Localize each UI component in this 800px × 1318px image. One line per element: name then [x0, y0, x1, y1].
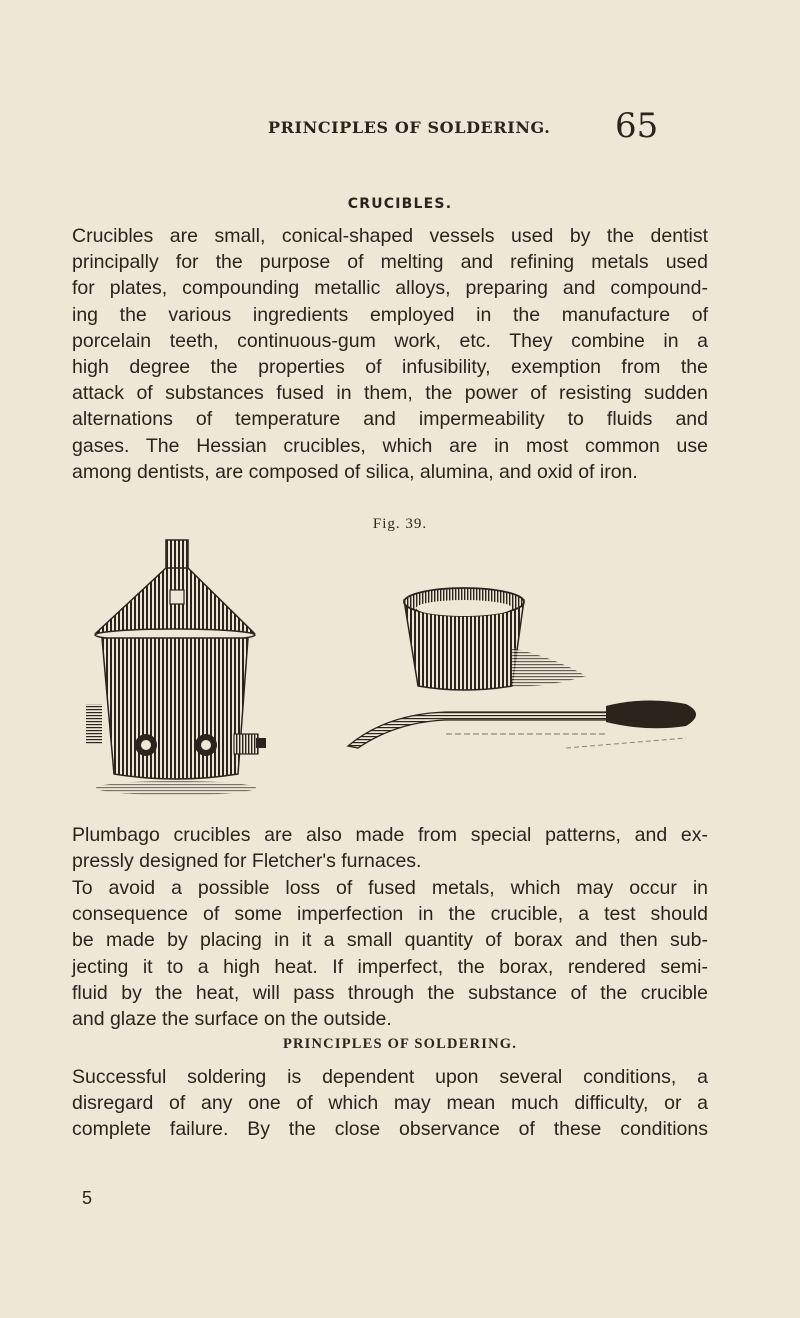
text-line: complete failure. By the close observance of these conditions: [72, 1118, 708, 1141]
figure-crucible-illustration: [86, 538, 718, 800]
paragraph-borax-test: [72, 875, 708, 1032]
text-line: among dentists, are composed of silica, alumina, and oxid of iron.: [72, 460, 638, 483]
text-line: Successful soldering is dependent upon several conditions, a: [72, 1066, 708, 1088]
section-heading-principles: PRINCIPLES OF SOLDERING.: [282, 1036, 518, 1052]
text-line: porcelain teeth, continuous-gum work, etc. They combine in a: [72, 329, 708, 352]
text-line: principally for the purpose of melting and refining metals used: [72, 251, 708, 274]
text-line: jecting it to a high heat. If imperfect, the borax, rendered semi-: [72, 955, 708, 978]
page-number: 65: [615, 106, 659, 146]
text-line: for plates, compounding metallic alloys, preparing and compound-: [72, 277, 708, 300]
furnace-drawing: [86, 540, 266, 795]
figure-label: Fig. 39.: [372, 516, 428, 532]
tongs-drawing: [348, 700, 696, 748]
text-line: consequence of some imperfection in the crucible, a test should: [72, 903, 708, 926]
text-line: To avoid a possible loss of fused metals, which may occur in: [72, 877, 708, 899]
paragraph-crucibles: [72, 223, 708, 485]
text-line: be made by placing in it a small quantity of borax and then sub-: [72, 929, 708, 952]
crucible-drawing: [404, 588, 586, 690]
text-line: gases. The Hessian crucibles, which are in most common use: [72, 434, 708, 457]
text-line: fluid by the heat, will pass through the substance of the crucible: [72, 981, 708, 1004]
running-head: [120, 106, 740, 152]
text-line: Crucibles are small, conical-shaped vessels used by the dentist: [72, 225, 708, 247]
text-line: and glaze the surface on the outside.: [72, 1008, 392, 1031]
text-line: alternations of temperature and impermeability to fluids and: [72, 408, 708, 431]
text-line: Plumbago crucibles are also made from special patterns, and ex-: [72, 824, 708, 846]
text-line: pressly designed for Fletcher's furnaces.: [72, 850, 422, 873]
text-line: disregard of any one of which may mean much difficulty, or a: [72, 1092, 708, 1115]
paragraph-plumbago: [72, 822, 708, 874]
paragraph-soldering: [72, 1064, 708, 1143]
section-heading-crucibles: CRUCIBLES.: [347, 196, 453, 212]
text-line: attack of substances fused in them, the power of resisting sudden: [72, 382, 708, 405]
signature-mark: 5: [82, 1188, 93, 1208]
running-title: PRINCIPLES OF SOLDERING.: [268, 118, 551, 137]
text-line: high degree the properties of infusibility, exemption from the: [72, 356, 708, 379]
text-line: ing the various ingredients employed in the manufacture of: [72, 303, 708, 326]
